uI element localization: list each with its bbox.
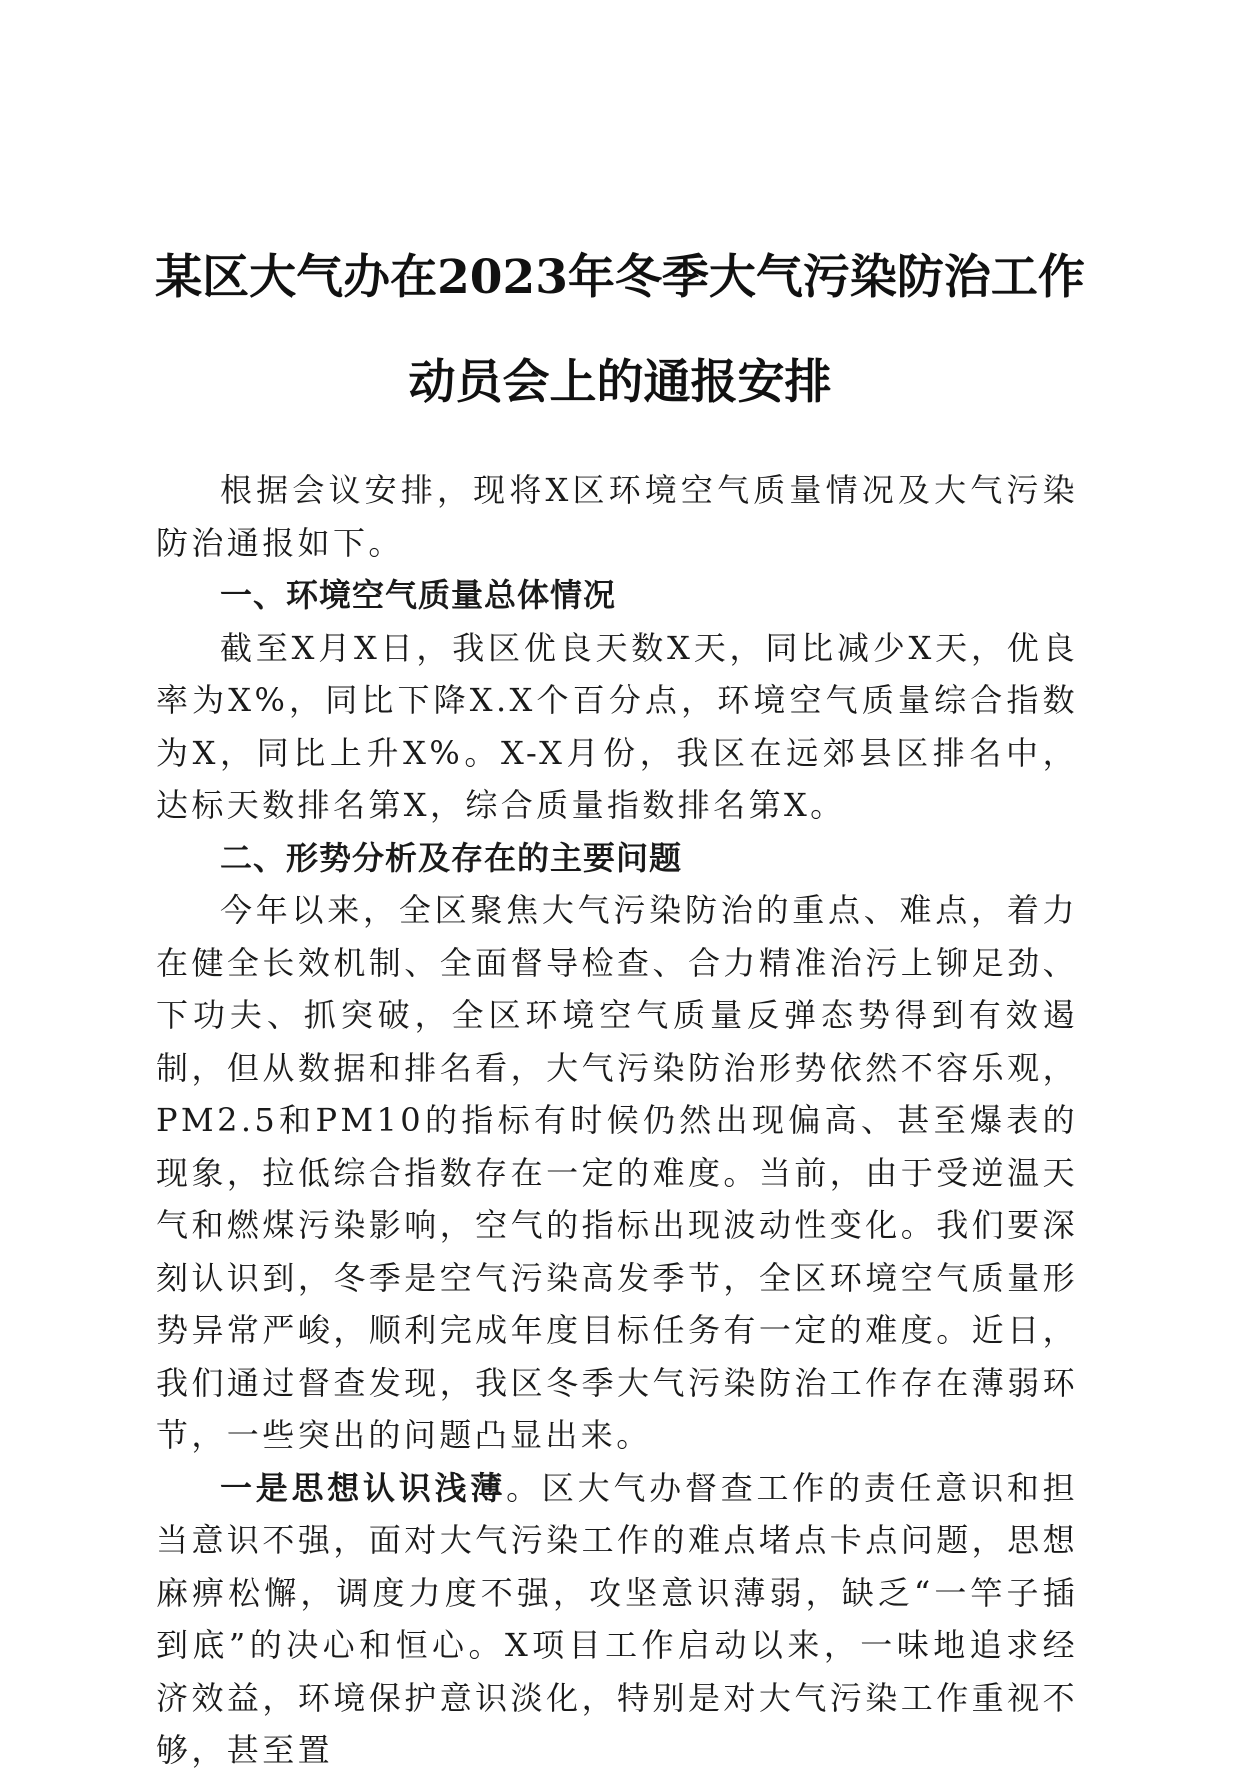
section-1-paragraph: 截至X月X日，我区优良天数X天，同比减少X天，优良率为X%，同比下降X.X个百分点，环境空气质量综合指数为X，同比上升X%。X-X月份，我区在远郊县区排名中，达标天数排名第X，综合质量指数排名第X。 — [156, 628, 1078, 824]
document-body — [156, 464, 1078, 1777]
section-heading-2: 二、形势分析及存在的主要问题 — [220, 838, 683, 877]
point-1-paragraph — [156, 1462, 1078, 1777]
section-2-paragraph: 今年以来，全区聚焦大气污染防治的重点、难点，着力在健全长效机制、全面督导检查、合力精准治污上铆足劲、下功夫、抓突破，全区环境空气质量反弹态势得到有效遏制，但从数据和排名看，大气污染防治形势依然不容乐观，PM2.5和PM10的指标有时候仍然出现偏高、甚至爆表的现象，拉低综合指数存在一定的难度。当前，由于受逆温天气和燃煤污染影响，空气的指标出现波动性变化。我们要深刻认识到，冬季是空气污染高发季节，全区环境空气质量形势异常严峻，顺利完成年度目标任务有一定的难度。近日，我们通过督查发现，我区冬季大气污染防治工作存在薄弱环节，一些突出的问题凸显出来。 — [156, 891, 1078, 1454]
document-title — [0, 225, 1240, 435]
intro-paragraph: 根据会议安排，现将X区环境空气质量情况及大气污染防治通报如下。 — [156, 471, 1078, 562]
point-1-lead: 一是思想认识浅薄 — [220, 1468, 507, 1507]
title-line-1: 某区大气办在2023年冬季大气污染防治工作 — [155, 250, 1085, 305]
point-1-text: 。区大气办督查工作的责任意识和担当意识不强，面对大气污染工作的难点堵点卡点问题，思想麻痹松懈，调度力度不强，攻坚意识薄弱，缺乏“一竿子插到底”的决心和恒心。X项目工作启动以来，一味地追求经济效益，环境保护意识淡化，特别是对大气污染工作重视不够，甚至置 — [156, 1468, 1078, 1769]
title-line-2: 动员会上的通报安排 — [408, 355, 832, 410]
section-heading-1: 一、环境空气质量总体情况 — [220, 576, 617, 614]
